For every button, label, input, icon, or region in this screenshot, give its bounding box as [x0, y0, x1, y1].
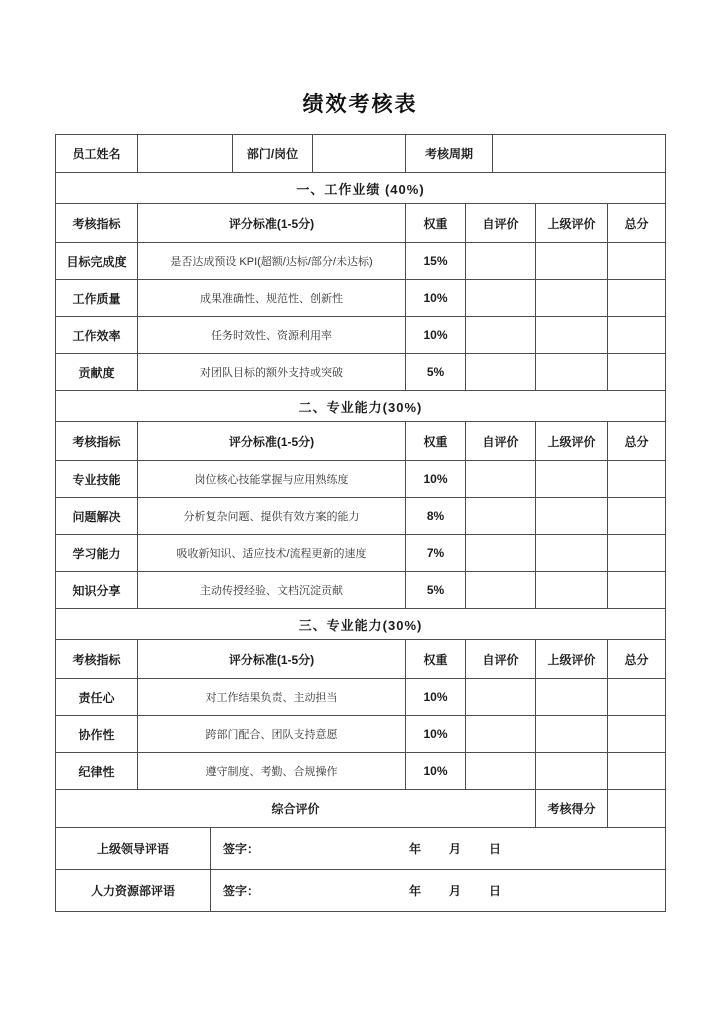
total-cell[interactable] [608, 679, 666, 716]
table-row [56, 280, 666, 317]
period-field[interactable] [493, 135, 666, 173]
section-2-title: 二、专业能力(30%) [56, 391, 666, 422]
standard-cell: 成果准确性、规范性、创新性 [138, 280, 406, 317]
self-eval-cell[interactable] [466, 535, 536, 572]
total-cell[interactable] [608, 354, 666, 391]
standard-header: 评分标准(1-5分) [138, 640, 406, 679]
total-cell[interactable] [608, 572, 666, 609]
info-table [55, 134, 666, 173]
weight-cell: 10% [406, 716, 466, 753]
supervisor-eval-cell[interactable] [536, 280, 608, 317]
supervisor-eval-cell[interactable] [536, 679, 608, 716]
weight-cell: 10% [406, 461, 466, 498]
score-label: 考核得分 [536, 790, 608, 828]
total-header: 总分 [608, 204, 666, 243]
section-2-header-row [56, 422, 666, 461]
self-eval-header: 自评价 [466, 204, 536, 243]
indicator-cell: 问题解决 [56, 498, 138, 535]
sign-label: 签字： [223, 884, 260, 898]
signature-row [56, 870, 666, 912]
indicator-cell: 知识分享 [56, 572, 138, 609]
supervisor-eval-cell[interactable] [536, 354, 608, 391]
summary-row [56, 790, 666, 828]
weight-cell: 5% [406, 572, 466, 609]
standard-cell: 对工作结果负责、主动担当 [138, 679, 406, 716]
year-label: 年 [409, 842, 422, 856]
sign-label: 签字： [223, 842, 260, 856]
self-eval-cell[interactable] [466, 572, 536, 609]
section-3-title-row [56, 609, 666, 640]
weight-cell: 7% [406, 535, 466, 572]
indicator-cell: 协作性 [56, 716, 138, 753]
standard-cell: 分析复杂问题、提供有效方案的能力 [138, 498, 406, 535]
section-1-table [55, 172, 666, 391]
total-cell[interactable] [608, 753, 666, 790]
weight-cell: 10% [406, 753, 466, 790]
standard-cell: 跨部门配合、团队支持意愿 [138, 716, 406, 753]
section-1-header-row [56, 204, 666, 243]
table-row [56, 498, 666, 535]
standard-header: 评分标准(1-5分) [138, 422, 406, 461]
weight-cell: 10% [406, 679, 466, 716]
employee-name-label: 员工姓名 [56, 135, 138, 173]
table-row [56, 753, 666, 790]
supervisor-eval-cell[interactable] [536, 461, 608, 498]
indicator-header: 考核指标 [56, 640, 138, 679]
weight-cell: 10% [406, 280, 466, 317]
supervisor-eval-cell[interactable] [536, 535, 608, 572]
section-3-header-row [56, 640, 666, 679]
total-cell[interactable] [608, 535, 666, 572]
total-cell[interactable] [608, 498, 666, 535]
section-1-title: 一、工作业绩 (40%) [56, 173, 666, 204]
standard-cell: 是否达成预设 KPI(超额/达标/部分/未达标) [138, 243, 406, 280]
standard-cell: 对团队目标的额外支持或突破 [138, 354, 406, 391]
supervisor-eval-header: 上级评价 [536, 204, 608, 243]
total-cell[interactable] [608, 461, 666, 498]
page-title: 绩效考核表 [302, 93, 418, 116]
indicator-cell: 专业技能 [56, 461, 138, 498]
supervisor-eval-cell[interactable] [536, 498, 608, 535]
table-row [56, 354, 666, 391]
standard-cell: 遵守制度、考勤、合规操作 [138, 753, 406, 790]
supervisor-eval-cell[interactable] [536, 572, 608, 609]
section-2-title-row [56, 391, 666, 422]
indicator-cell: 学习能力 [56, 535, 138, 572]
total-header: 总分 [608, 640, 666, 679]
standard-header: 评分标准(1-5分) [138, 204, 406, 243]
self-eval-cell[interactable] [466, 498, 536, 535]
table-row [56, 679, 666, 716]
self-eval-cell[interactable] [466, 679, 536, 716]
weight-cell: 5% [406, 354, 466, 391]
department-label: 部门/岗位 [233, 135, 313, 173]
standard-cell: 岗位核心技能掌握与应用熟练度 [138, 461, 406, 498]
self-eval-cell[interactable] [466, 716, 536, 753]
table-row [56, 243, 666, 280]
weight-header: 权重 [406, 640, 466, 679]
standard-cell: 主动传授经验、文档沉淀贡献 [138, 572, 406, 609]
day-label: 日 [489, 884, 502, 898]
self-eval-header: 自评价 [466, 422, 536, 461]
self-eval-cell[interactable] [466, 317, 536, 354]
day-label: 日 [489, 842, 502, 856]
self-eval-cell[interactable] [466, 461, 536, 498]
employee-name-field[interactable] [138, 135, 233, 173]
weight-header: 权重 [406, 422, 466, 461]
self-eval-cell[interactable] [466, 280, 536, 317]
supervisor-signature-area[interactable] [211, 828, 666, 870]
month-label: 月 [449, 884, 462, 898]
supervisor-eval-cell[interactable] [536, 243, 608, 280]
score-field[interactable] [608, 790, 666, 828]
self-eval-cell[interactable] [466, 354, 536, 391]
summary-label: 综合评价 [56, 790, 536, 828]
total-cell[interactable] [608, 317, 666, 354]
weight-cell: 10% [406, 317, 466, 354]
self-eval-cell[interactable] [466, 753, 536, 790]
department-field[interactable] [313, 135, 406, 173]
self-eval-header: 自评价 [466, 640, 536, 679]
section-3-title: 三、专业能力(30%) [56, 609, 666, 640]
hr-comment-label: 人力资源部评语 [56, 870, 211, 912]
info-row [56, 135, 666, 173]
table-row [56, 535, 666, 572]
section-2-table [55, 390, 666, 609]
total-cell[interactable] [608, 716, 666, 753]
supervisor-eval-cell[interactable] [536, 317, 608, 354]
indicator-header: 考核指标 [56, 204, 138, 243]
weight-cell: 15% [406, 243, 466, 280]
month-label: 月 [449, 842, 462, 856]
table-row [56, 461, 666, 498]
total-header: 总分 [608, 422, 666, 461]
standard-cell: 吸收新知识、适应技术/流程更新的速度 [138, 535, 406, 572]
supervisor-eval-header: 上级评价 [536, 640, 608, 679]
weight-header: 权重 [406, 204, 466, 243]
indicator-cell: 纪律性 [56, 753, 138, 790]
summary-table [55, 789, 666, 828]
weight-cell: 8% [406, 498, 466, 535]
indicator-cell: 目标完成度 [56, 243, 138, 280]
year-label: 年 [409, 884, 422, 898]
signature-table [55, 827, 666, 912]
indicator-cell: 贡献度 [56, 354, 138, 391]
table-row [56, 317, 666, 354]
indicator-cell: 责任心 [56, 679, 138, 716]
section-1-title-row [56, 173, 666, 204]
hr-signature-area[interactable] [211, 870, 666, 912]
standard-cell: 任务时效性、资源利用率 [138, 317, 406, 354]
period-label: 考核周期 [406, 135, 493, 173]
total-cell[interactable] [608, 280, 666, 317]
table-row [56, 716, 666, 753]
supervisor-comment-label: 上级领导评语 [56, 828, 211, 870]
supervisor-eval-cell[interactable] [536, 716, 608, 753]
self-eval-cell[interactable] [466, 243, 536, 280]
supervisor-eval-cell[interactable] [536, 753, 608, 790]
signature-row [56, 828, 666, 870]
total-cell[interactable] [608, 243, 666, 280]
indicator-header: 考核指标 [56, 422, 138, 461]
indicator-cell: 工作质量 [56, 280, 138, 317]
section-3-table [55, 608, 666, 790]
indicator-cell: 工作效率 [56, 317, 138, 354]
supervisor-eval-header: 上级评价 [536, 422, 608, 461]
table-row [56, 572, 666, 609]
